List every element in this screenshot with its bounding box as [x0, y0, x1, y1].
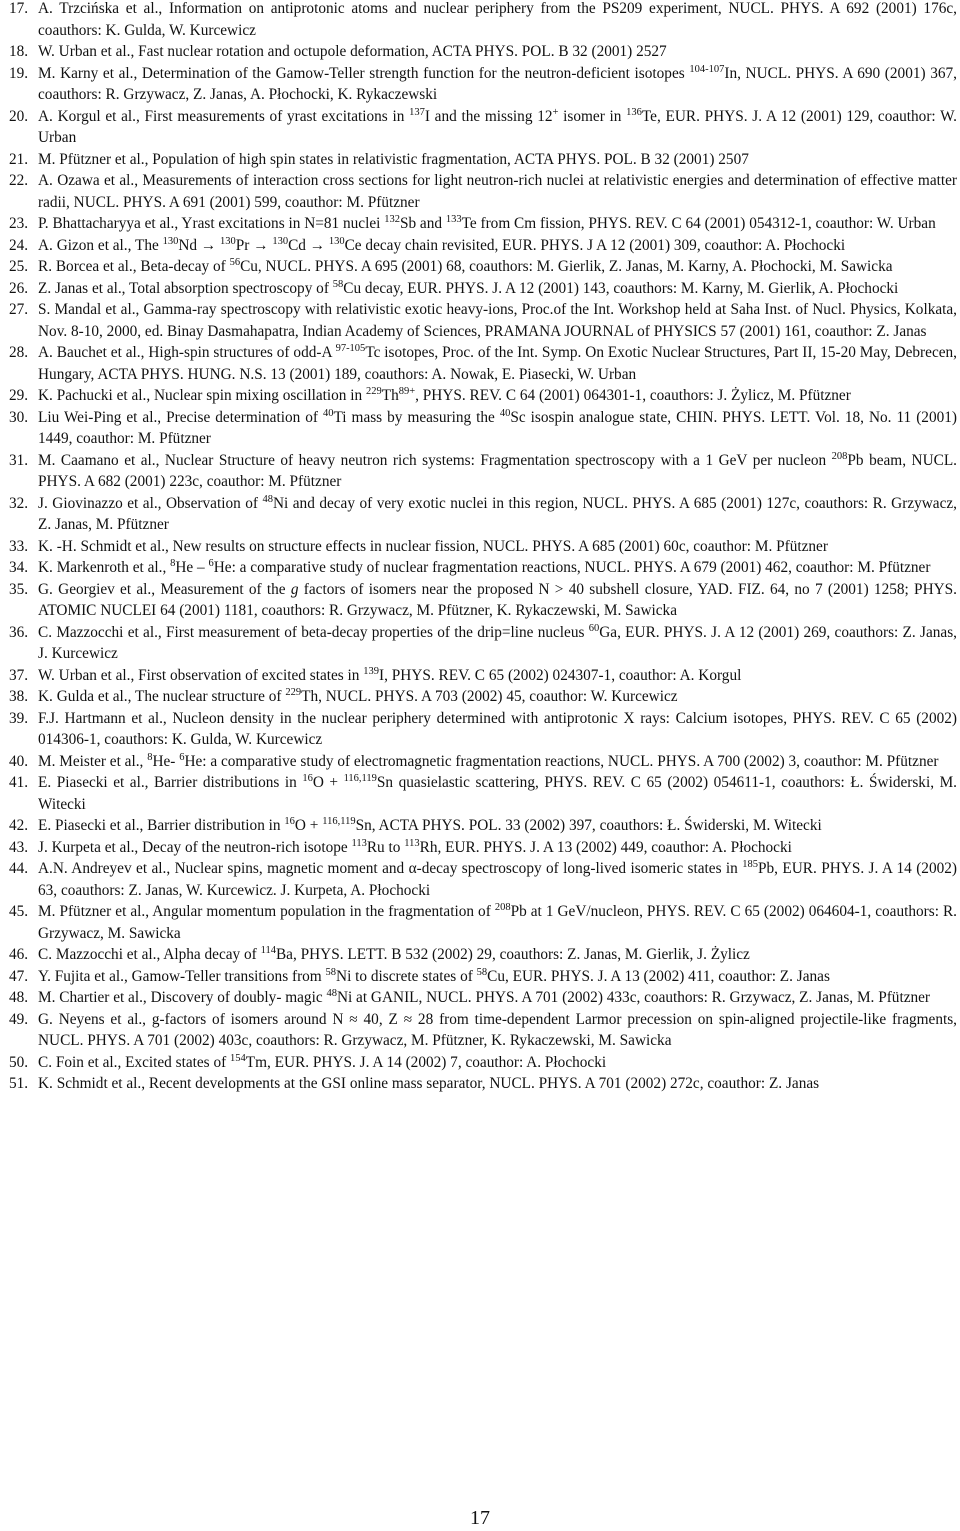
- reference-number: 46.: [9, 946, 29, 963]
- reference-number: 31.: [9, 451, 29, 469]
- reference-text: M. Pfützner et al., Population of high spin states in relativistic fragmentation, ACTA PHYS. POL. B 32 (2001) 2507: [38, 150, 749, 168]
- reference-item: [9, 536, 957, 558]
- reference-item: [9, 170, 957, 213]
- reference-text: M. Karny et al., Determination of the Gamow-Teller strength function for the neutron-deficient isotopes $^{104-107}$In, NUCL. PHYS. A 690 (2001) 367, coauthors: R. Grzywacz, Z. Janas, A. Płochocki, K. Rykaczewski: [38, 63, 957, 103]
- reference-item: [9, 579, 957, 622]
- reference-item: [9, 342, 957, 385]
- reference-item: [9, 385, 957, 407]
- reference-item: [9, 665, 957, 687]
- reference-number: 34.: [9, 559, 29, 576]
- reference-text: M. Pfützner et al., Angular momentum population in the fragmentation of $^{208}$Pb at 1 GeV/nucleon, PHYS. REV. C 65 (2002) 064604-1, coauthors: R. Grzywacz, M. Sawicka: [38, 902, 957, 942]
- reference-item: [9, 987, 957, 1009]
- reference-text: C. Mazzocchi et al., Alpha decay of $^{114}$Ba, PHYS. LETT. B 532 (2002) 29, coauthors: Z. Janas, M. Gierlik, J. Żylicz: [38, 945, 750, 963]
- reference-item: [9, 966, 957, 988]
- reference-item: [9, 1052, 957, 1074]
- reference-text: M. Meister et al., $^8$He- $^6$He: a comparative study of electromagnetic fragmentation reactions, NUCL. PHYS. A 700 (2002) 3, coauthor: M. Pfützner: [38, 751, 939, 770]
- reference-number: 33.: [9, 537, 29, 555]
- reference-number: 35.: [9, 580, 29, 598]
- reference-text: Liu Wei-Ping et al., Precise determination of $^{40}$Ti mass by measuring the $^{40}$Sc isospin analogue state, CHIN. PHYS. LETT. Vol. 18, No. 11 (2001) 1449, coauthor: M. Pfützner: [38, 407, 957, 447]
- reference-item: [9, 493, 957, 536]
- reference-text: K. Pachucki et al., Nuclear spin mixing oscillation in $^{229}Th^{89+}$, PHYS. REV. C 64 (2001) 064301-1, coauthors: J. Żylicz, M. Pfützner: [38, 386, 851, 404]
- reference-number: 38.: [9, 688, 29, 705]
- reference-number: 19.: [9, 64, 29, 82]
- reference-number: 24.: [9, 236, 29, 254]
- reference-number: 41.: [9, 774, 29, 791]
- reference-text: S. Mandal et al., Gamma-ray spectroscopy with relativistic exotic heavy-ions, Proc.of the Int. Workshop held at Saha Inst. of Nucl. Physics, Kolkata, Nov. 8-10, 2000, ed. Binay Dasmahapatra, Indian Academy of Sciences, PRAMANA JOURNAL of PHYSICS 57 (2001) 161, coauthor: Z. Janas: [38, 301, 957, 340]
- reference-number: 27.: [9, 301, 29, 318]
- reference-text: A. Bauchet et al., High-spin structures of odd-A $^{97-105}$Tc isotopes, Proc. of the Int. Symp. On Exotic Nuclear Structures, Part II, 15-20 May, Debrecen, Hungary, ACTA PHYS. HUNG. N.S. 13 (2001) 189, coauthors: A. Nowak, E. Piasecki, W. Urban: [38, 343, 957, 383]
- reference-item: [9, 708, 957, 751]
- reference-text: K. Schmidt et al., Recent developments at the GSI online mass separator, NUCL. PHYS. A 701 (2002) 272c, coauthor: Z. Janas: [38, 1075, 820, 1092]
- reference-item: [9, 0, 957, 41]
- reference-number: 17.: [9, 0, 29, 17]
- reference-number: 50.: [9, 1053, 29, 1071]
- reference-number: 23.: [9, 215, 29, 232]
- reference-item: [9, 235, 957, 257]
- reference-number: 25.: [9, 258, 29, 275]
- reference-number: 21.: [9, 150, 29, 168]
- reference-number: 42.: [9, 817, 29, 834]
- reference-item: [9, 299, 957, 342]
- reference-number: 49.: [9, 1010, 29, 1028]
- reference-text: W. Urban et al., Fast nuclear rotation and octupole deformation, ACTA PHYS. POL. B 32 (2001) 2527: [38, 43, 667, 60]
- page-number: 17: [470, 1507, 490, 1529]
- reference-item: [9, 149, 957, 171]
- reference-text: A. Gizon et al., The $^{130}$Nd → $^{130}$Pr → $^{130}$Cd → $^{130}$Ce decay chain revisited, EUR. PHYS. J A 12 (2001) 309, coauthor: A. Płochocki: [38, 235, 846, 254]
- reference-text: M. Chartier et al., Discovery of doubly- magic $^{48}$Ni at GANIL, NUCL. PHYS. A 701 (2002) 433c, coauthors: R. Grzywacz, Z. Janas, M. Pfützner: [38, 988, 931, 1006]
- reference-item: [9, 63, 957, 106]
- reference-text: W. Urban et al., First observation of excited states in $^{139}$I, PHYS. REV. C 65 (2002) 024307-1, coauthor: A. Korgul: [38, 665, 742, 684]
- reference-text: J. Kurpeta et al., Decay of the neutron-rich isotope $^{113}$Ru to $^{113}$Rh, EUR. PHYS. J. A 13 (2002) 449, coauthor: A. Płochocki: [38, 837, 792, 856]
- reference-item: [9, 944, 957, 966]
- reference-text: E. Piasecki et al., Barrier distribution in $^{16}$O + $^{116,119}$Sn, ACTA PHYS. POL. 33 (2002) 397, coauthors: Ł. Świderski, M. Witecki: [38, 816, 822, 834]
- reference-item: [9, 450, 957, 493]
- reference-item: [9, 772, 957, 815]
- reference-number: 40.: [9, 752, 29, 770]
- reference-number: 30.: [9, 408, 29, 426]
- reference-text: Z. Janas et al., Total absorption spectroscopy of $^{58}$Cu decay, EUR. PHYS. J. A 12 (2001) 143, coauthors: M. Karny, M. Gierlik, A. Płochocki: [38, 278, 899, 297]
- reference-item: [9, 751, 957, 773]
- reference-list: [9, 0, 957, 1095]
- reference-number: 47.: [9, 967, 29, 985]
- reference-number: 18.: [9, 43, 29, 60]
- reference-text: P. Bhattacharyya et al., Yrast excitations in N=81 nuclei $^{132}$Sb and $^{133}$Te from Cm fission, PHYS. REV. C 64 (2001) 054312-1, coauthor: W. Urban: [38, 214, 936, 232]
- reference-number: 43.: [9, 838, 29, 856]
- reference-number: 26.: [9, 279, 29, 297]
- reference-item: [9, 815, 957, 837]
- reference-item: [9, 213, 957, 235]
- reference-number: 51.: [9, 1075, 29, 1092]
- reference-item: [9, 256, 957, 278]
- reference-number: 32.: [9, 494, 29, 512]
- reference-number: 39.: [9, 709, 29, 727]
- reference-text: G. Georgiev et al., Measurement of the g factors of isomers near the proposed N > 40 subshell closure, YAD. FIZ. 64, no 7 (2001) 1258; PHYS. ATOMIC NUCLEI 64 (2001) 1181, coauthors: R. Grzywacz, M. Pfützner, K. Rykaczewski, M. Sawicka: [38, 580, 957, 619]
- reference-item: [9, 686, 957, 708]
- reference-text: K. -H. Schmidt et al., New results on structure effects in nuclear fission, NUCL. PHYS. A 685 (2001) 60c, coauthor: M. Pfützner: [38, 537, 828, 555]
- reference-text: J. Giovinazzo et al., Observation of $^{48}$Ni and decay of very exotic nuclei in this region, NUCL. PHYS. A 685 (2001) 127c, coauthors: R. Grzywacz, Z. Janas, M. Pfützner: [38, 493, 958, 533]
- reference-number: 37.: [9, 666, 29, 684]
- reference-item: [9, 1073, 957, 1095]
- reference-item: [9, 1009, 957, 1052]
- reference-number: 20.: [9, 107, 29, 125]
- reference-text: E. Piasecki et al., Barrier distributions in $^{16}$O + $^{116,119}$Sn quasielastic scattering, PHYS. REV. C 65 (2002) 054611-1, coauthors: Ł. Świderski, M. Witecki: [38, 773, 957, 813]
- reference-text: A. Korgul et al., First measurements of yrast excitations in $^{137}$I and the missing 12+ isomer in $^{136}$Te, EUR. PHYS. J. A 12 (2001) 129, coauthor: W. Urban: [38, 106, 957, 146]
- reference-text: K. Markenroth et al., $^8$He – $^6$He: a comparative study of nuclear fragmentation reactions, NUCL. PHYS. A 679 (2001) 462, coauthor: M. Pfützner: [38, 558, 931, 576]
- reference-number: 44.: [9, 860, 29, 877]
- reference-text: A.N. Andreyev et al., Nuclear spins, magnetic moment and α-decay spectroscopy of long-lived isomeric states in $^{185}$Pb, EUR. PHYS. J. A 14 (2002) 63, coauthors: Z. Janas, W. Kurcewicz. J. Kurpeta, A. Płochocki: [38, 859, 957, 899]
- reference-item: [9, 407, 957, 450]
- reference-item: [9, 858, 957, 901]
- reference-item: [9, 557, 957, 579]
- reference-number: 29.: [9, 387, 29, 404]
- reference-text: F.J. Hartmann et al., Nucleon density in the nuclear periphery determined with antiprotonic X rays: Calcium isotopes, PHYS. REV. C 65 (2002) 014306-1, coauthors: K. Gulda, W. Kurcewicz: [38, 709, 957, 748]
- reference-text: C. Mazzocchi et al., First measurement of beta-decay properties of the drip=line nucleus $^{60}$Ga, EUR. PHYS. J. A 12 (2001) 269, coauthors: Z. Janas, J. Kurcewicz: [38, 622, 957, 662]
- reference-item: [9, 837, 957, 859]
- reference-text: G. Neyens et al., g-factors of isomers around N ≈ 40, Z ≈ 28 from time-dependent Larmor precession on spin-aligned projectile-like fragments, NUCL. PHYS. A 701 (2002) 403c, coauthors: R. Grzywacz, M. Pfützner, K. Rykaczewski, M. Sawicka: [38, 1010, 957, 1049]
- reference-text: Y. Fujita et al., Gamow-Teller transitions from $^{58}$Ni to discrete states of $^{58}$Cu, EUR. PHYS. J. A 13 (2002) 411, coauthor: Z. Janas: [38, 966, 830, 985]
- reference-number: 48.: [9, 989, 29, 1006]
- reference-text: R. Borcea et al., Beta-decay of $^{56}$Cu, NUCL. PHYS. A 695 (2001) 68, coauthors: M. Gierlik, Z. Janas, M. Karny, A. Płochocki, M. Sawicka: [38, 257, 893, 275]
- reference-text: A. Trzcińska et al., Information on antiprotonic atoms and nuclear periphery from the PS209 experiment, NUCL. PHYS. A 692 (2001) 176c, coauthors: K. Gulda, W. Kurcewicz: [38, 0, 957, 39]
- reference-text: K. Gulda et al., The nuclear structure of $^{229}$Th, NUCL. PHYS. A 703 (2002) 45, coauthor: W. Kurcewicz: [38, 687, 678, 705]
- reference-text: C. Foin et al., Excited states of $^{154}$Tm, EUR. PHYS. J. A 14 (2002) 7, coauthor: A. Płochocki: [38, 1052, 607, 1071]
- reference-number: 28.: [9, 344, 29, 361]
- reference-number: 22.: [9, 172, 29, 189]
- reference-item: [9, 622, 957, 665]
- reference-item: [9, 41, 957, 63]
- reference-number: 45.: [9, 903, 29, 920]
- reference-item: [9, 106, 957, 149]
- reference-number: 36.: [9, 623, 29, 641]
- reference-text: A. Ozawa et al., Measurements of interaction cross sections for light neutron-rich nuclei at relativistic energies and determination of effective matter radii, NUCL. PHYS. A 691 (2001) 599, coauthor: M. Pfützner: [38, 172, 957, 211]
- reference-item: [9, 901, 957, 944]
- reference-item: [9, 278, 957, 300]
- reference-text: M. Caamano et al., Nuclear Structure of heavy neutron rich systems: Fragmentation spectroscopy with a 1 GeV per nucleon $^{208}$Pb beam, NUCL. PHYS. A 682 (2001) 223c, coauthor: M. Pfützner: [38, 450, 957, 490]
